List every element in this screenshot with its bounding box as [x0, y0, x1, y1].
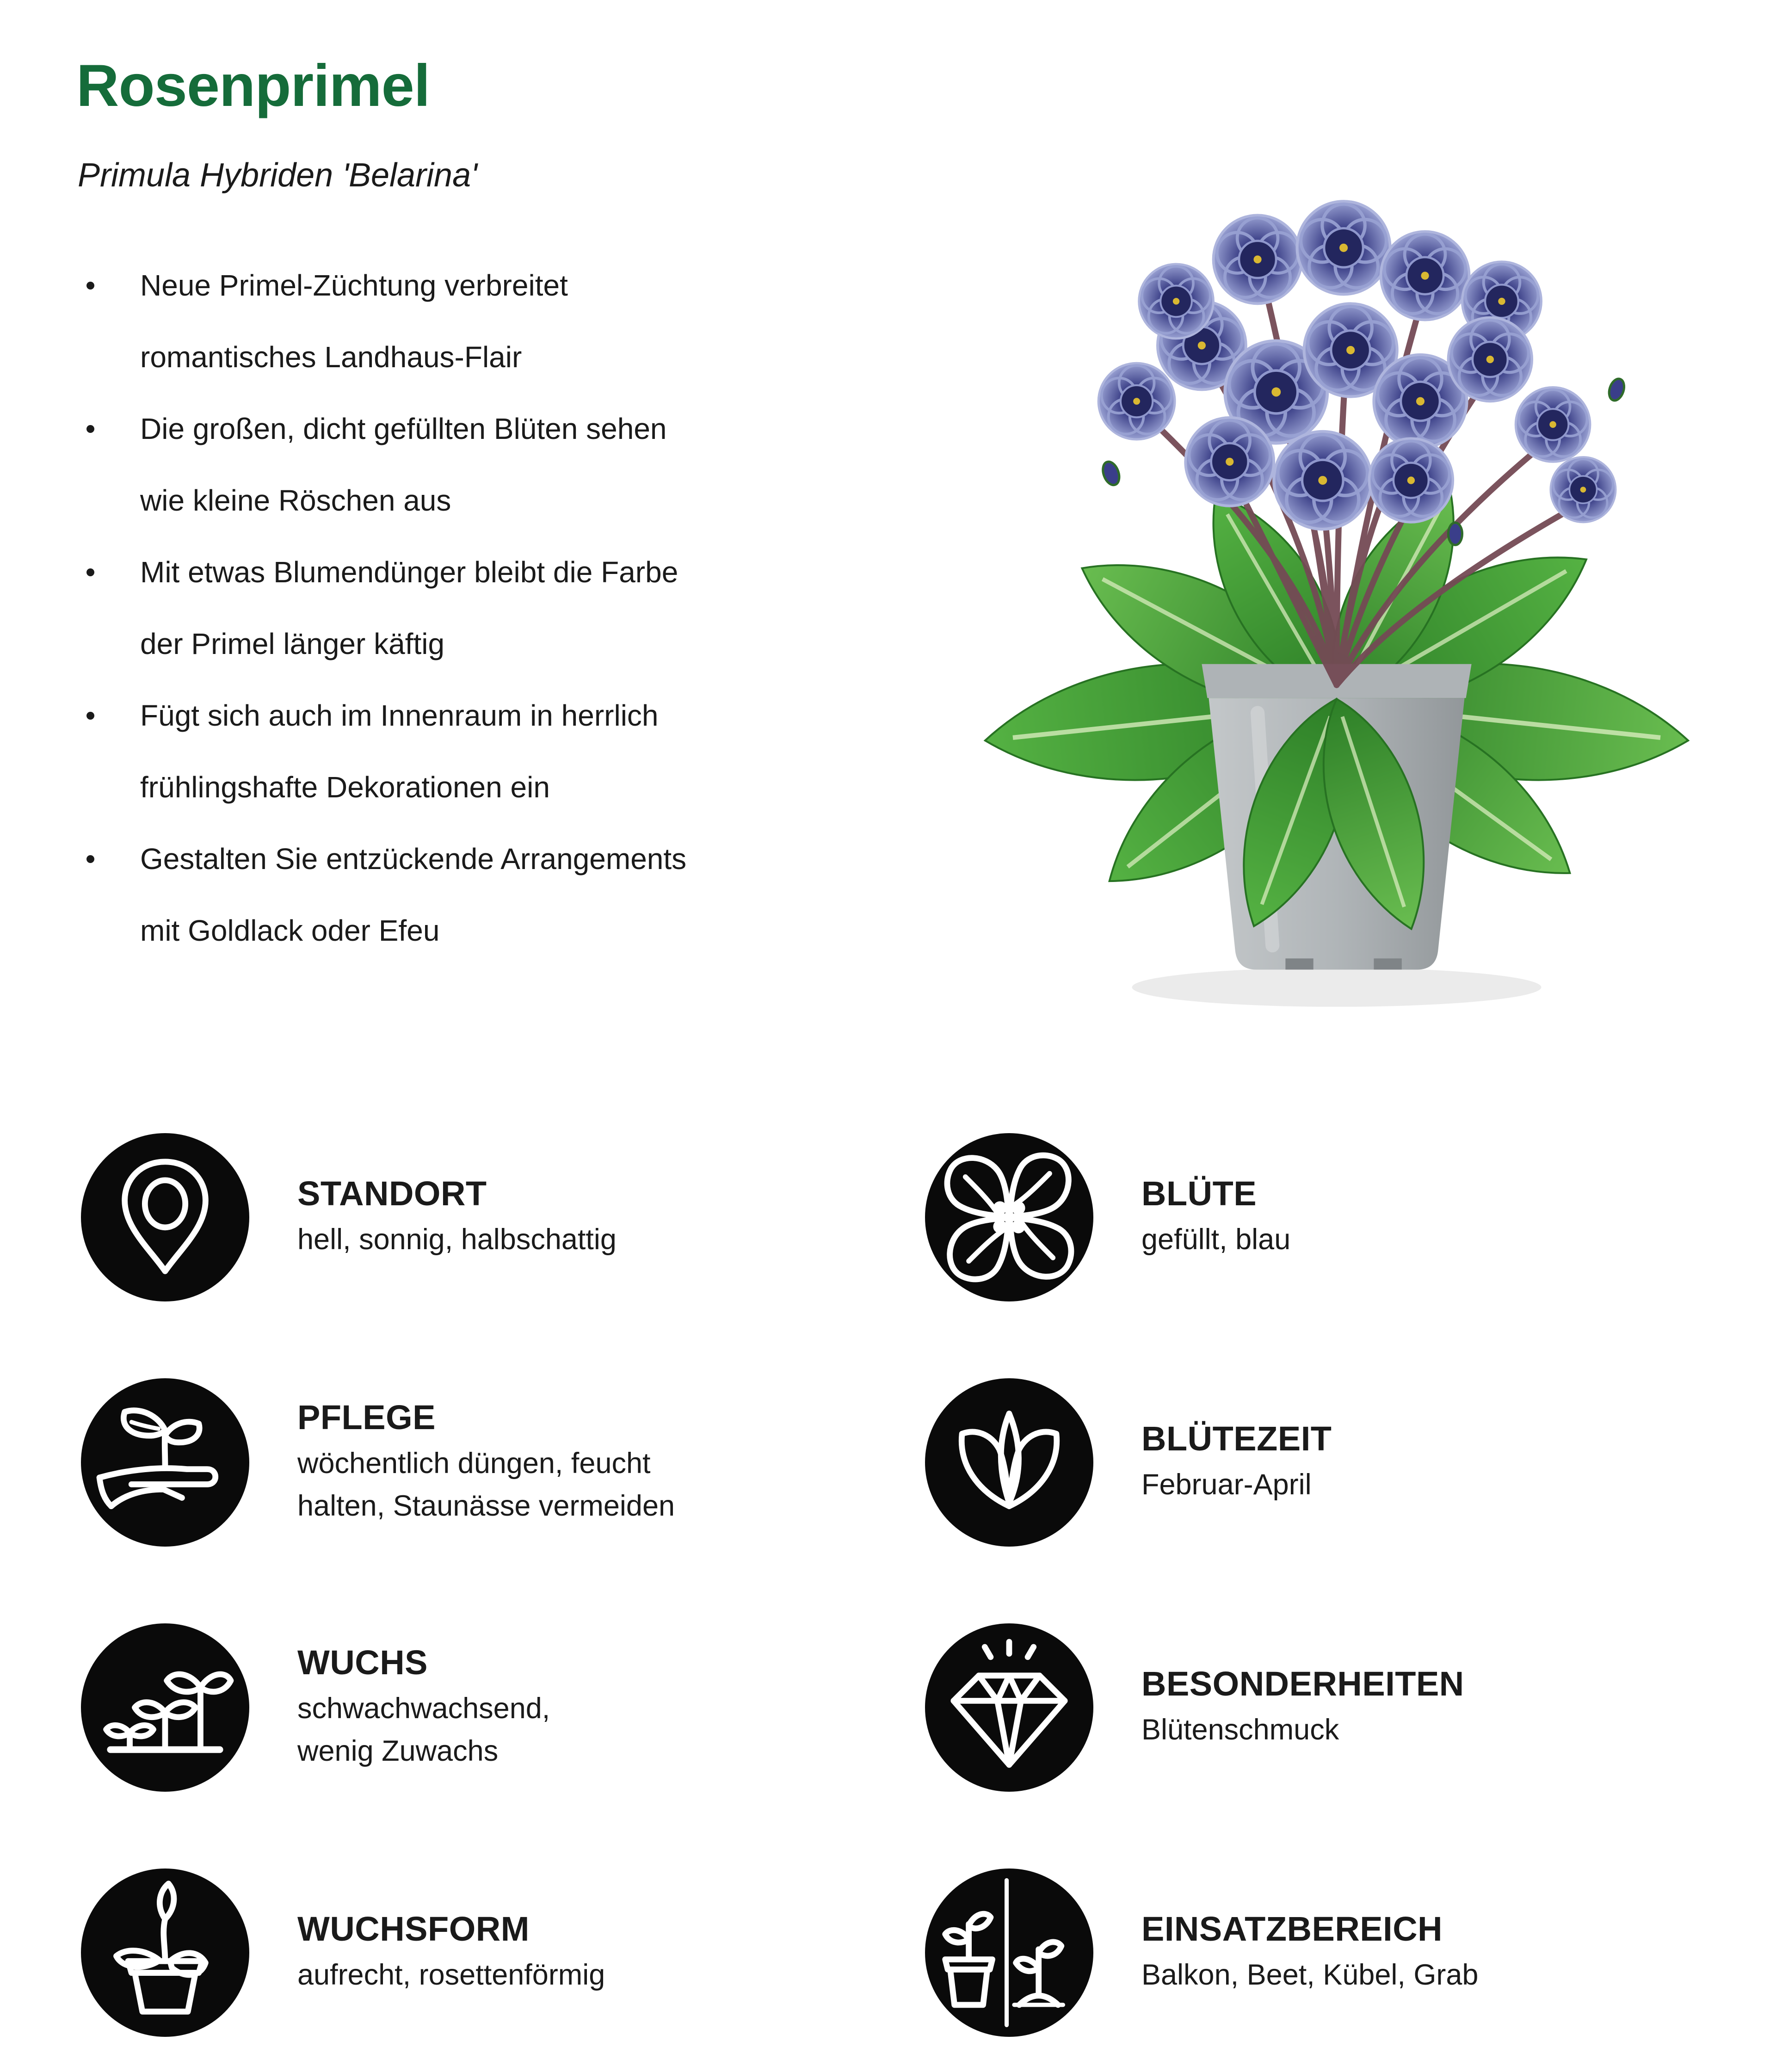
- page-subtitle: Primula Hybriden 'Belarina': [78, 157, 477, 194]
- feature-title: WUCHS: [297, 1643, 428, 1682]
- feature-desc: Balkon, Beet, Kübel, Grab: [1141, 1958, 1479, 1991]
- bullet-line: Fügt sich auch im Innenraum in herrlich: [140, 699, 659, 732]
- plant-photo: [902, 183, 1771, 1015]
- flower-cluster: [1098, 201, 1616, 529]
- feature-title: WUCHSFORM: [297, 1910, 530, 1949]
- seedlings-icon: [81, 1623, 249, 1792]
- feature-bluete: [925, 1133, 1695, 1301]
- bullet-line: Gestalten Sie entzückende Arrangements: [140, 842, 687, 876]
- feature-pflege: [81, 1378, 925, 1547]
- bullet-line: Mit etwas Blumendünger bleibt die Farbe: [140, 555, 678, 589]
- bullet-line: Die großen, dicht gefüllten Blüten sehen: [140, 412, 667, 445]
- feature-title: BESONDERHEITEN: [1141, 1665, 1464, 1703]
- bullet-line: Neue Primel-Züchtung verbreitet: [140, 269, 568, 302]
- bullet-line: wie kleine Röschen aus: [140, 484, 451, 517]
- bullet-list: [81, 250, 904, 967]
- bullet-item: [81, 393, 904, 536]
- feature-grid: [81, 1133, 1695, 2037]
- pot-and-garden-icon: [925, 1868, 1093, 2037]
- feature-title: BLÜTE: [1141, 1174, 1257, 1213]
- bullet-line: mit Goldlack oder Efeu: [140, 914, 440, 947]
- tulip-icon: [925, 1378, 1093, 1547]
- feature-bluetezeit: [925, 1378, 1695, 1547]
- feature-desc: wenig Zuwachs: [297, 1734, 499, 1767]
- feature-wuchs: [81, 1623, 925, 1792]
- feature-einsatzbereich: [925, 1868, 1695, 2037]
- bullet-line: frühlingshafte Dekorationen ein: [140, 771, 550, 804]
- feature-desc: Blütenschmuck: [1141, 1713, 1339, 1746]
- bullet-line: der Primel länger käftig: [140, 627, 445, 660]
- feature-besonderheiten: [925, 1623, 1695, 1792]
- location-pin-icon: [81, 1133, 249, 1301]
- page-title: Rosenprimel: [76, 53, 430, 119]
- feature-title: STANDORT: [297, 1174, 487, 1213]
- bullet-item: [81, 536, 904, 680]
- flower-blossom-icon: [925, 1133, 1093, 1301]
- bullet-line: romantisches Landhaus-Flair: [140, 340, 522, 374]
- feature-desc: gefüllt, blau: [1141, 1223, 1291, 1256]
- feature-desc: aufrecht, rosettenförmig: [297, 1958, 605, 1991]
- bullet-item: [81, 250, 904, 393]
- feature-title: PFLEGE: [297, 1398, 436, 1437]
- feature-desc: Februar-April: [1141, 1468, 1312, 1501]
- feature-standort: [81, 1133, 925, 1301]
- hand-with-sprout-icon: [81, 1378, 249, 1547]
- feature-desc: wöchentlich düngen, feucht: [297, 1447, 651, 1480]
- feature-title: BLÜTEZEIT: [1141, 1419, 1332, 1458]
- bullet-item: [81, 823, 904, 967]
- bullet-item: [81, 680, 904, 823]
- potted-plant-icon: [81, 1868, 249, 2037]
- feature-title: EINSATZBEREICH: [1141, 1910, 1443, 1949]
- feature-wuchsform: [81, 1868, 925, 2037]
- feature-desc: halten, Staunässe vermeiden: [297, 1489, 675, 1522]
- feature-desc: schwachwachsend,: [297, 1692, 550, 1725]
- diamond-icon: [925, 1623, 1093, 1792]
- feature-desc: hell, sonnig, halbschattig: [297, 1223, 617, 1256]
